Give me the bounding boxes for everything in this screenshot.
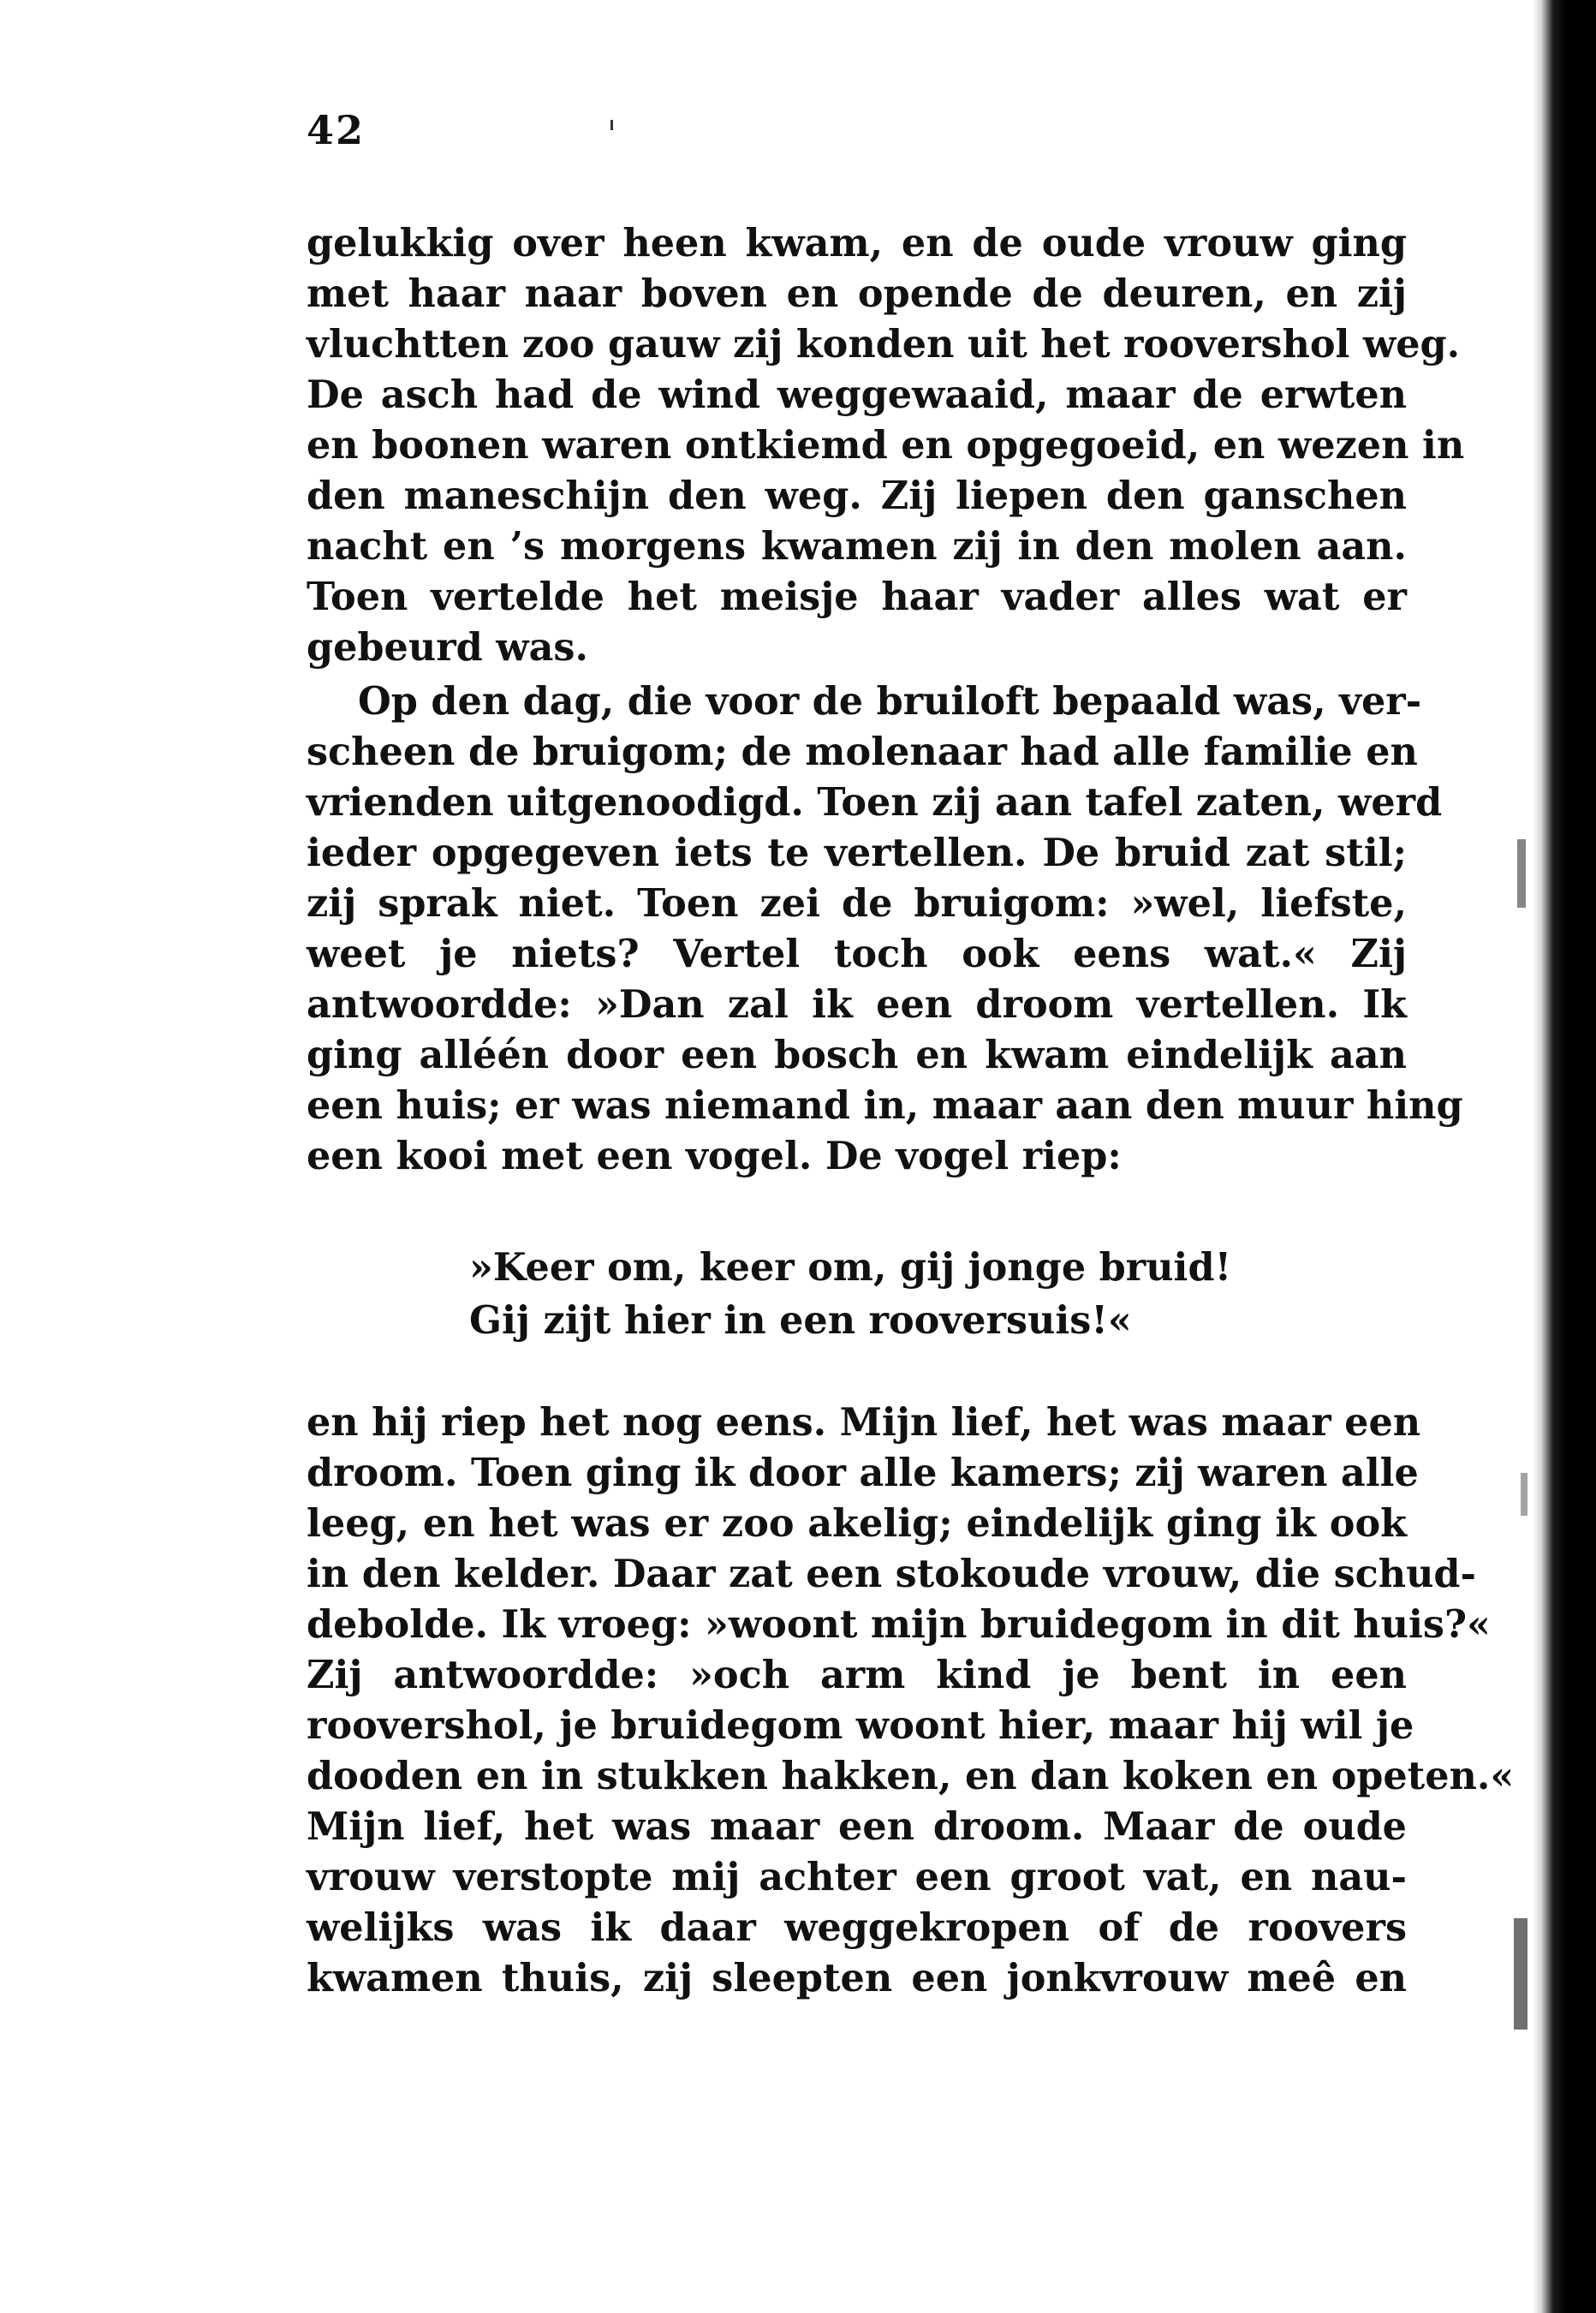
text-line: een huis; er was niemand in, maar aan den muur hing: [307, 1083, 1463, 1128]
paragraph-2: [307, 677, 1463, 1182]
text-line: gelukkig over heen kwam, en de oude vrouw ging: [307, 221, 1407, 265]
text-line: ieder opgegeven iets te vertellen. De bruid zat stil;: [307, 831, 1407, 875]
text-line: Toen vertelde het meisje haar vader alles wat er: [307, 575, 1407, 619]
text-line: ging alléén door een bosch en kwam eindelijk aan: [307, 1033, 1407, 1077]
text-line: en hij riep het nog eens. Mijn lief, het was maar een: [307, 1400, 1421, 1445]
scan-artifact: [610, 120, 613, 130]
text-line: en boonen waren ontkiemd en opgegoeid, en wezen in: [307, 423, 1465, 468]
text-line: vrouw verstopte mij achter een groot vat, en nau-: [307, 1855, 1407, 1899]
text-line: gebeurd was.: [307, 625, 588, 670]
text-line: antwoordde: »Dan zal ik een droom vertellen. Ik: [307, 982, 1407, 1027]
text-line: een kooi met een vogel. De vogel riep:: [307, 1134, 1122, 1178]
text-line: kwamen thuis, zij sleepten een jonkvrouw meê en: [307, 1956, 1407, 2000]
text-line: zij sprak niet. Toen zei de bruigom: »wel, liefste,: [307, 881, 1407, 926]
verse-line: Gij zijt hier in een rooversuis!«: [469, 1298, 1132, 1343]
verse: [469, 1241, 1231, 1347]
text-line: welijks was ik daar weggekropen of de roovers: [307, 1905, 1407, 1950]
text-line: scheen de bruigom; de molenaar had alle familie en: [307, 730, 1418, 774]
scan-artifact: [1521, 1473, 1528, 1516]
page-number: 42: [307, 107, 366, 153]
paragraph-1: [307, 218, 1465, 673]
text-line: weet je niets? Vertel toch ook eens wat.« Zij: [307, 932, 1407, 976]
text-line: vluchtten zoo gauw zij konden uit het roovershol weg.: [307, 322, 1461, 367]
text-line: met haar naar boven en opende de deuren, en zij: [307, 271, 1407, 316]
text-line: den maneschijn den weg. Zij liepen den ganschen: [307, 474, 1407, 518]
paragraph-3: [307, 1398, 1515, 2004]
text-line: roovershol, je bruidegom woont hier, maar hij wil je: [307, 1703, 1414, 1748]
binding-shadow: [1533, 0, 1596, 2313]
text-line: Mijn lief, het was maar een droom. Maar de oude: [307, 1804, 1407, 1849]
text-line: leeg, en het was er zoo akelig; eindelijk ging ik ook: [307, 1501, 1407, 1546]
text-line: debolde. Ik vroeg: »woont mijn bruidegom in dit huis?«: [307, 1602, 1491, 1647]
text-line: De asch had de wind weggewaaid, maar de erwten: [307, 373, 1407, 417]
text-line: Zij antwoordde: »och arm kind je bent in een: [307, 1653, 1407, 1697]
text-line: vrienden uitgenoodigd. Toen zij aan tafel zaten, werd: [307, 780, 1443, 825]
text-line: Op den dag, die voor de bruiloft bepaald was, ver-: [358, 679, 1422, 724]
text-line: dooden en in stukken hakken, en dan koken en opeten.«: [307, 1754, 1515, 1798]
verse-line: »Keer om, keer om, gij jonge bruid!: [469, 1245, 1232, 1290]
text-line: nacht en ’s morgens kwamen zij in den molen aan.: [307, 524, 1407, 569]
text-line: droom. Toen ging ik door alle kamers; zij waren alle: [307, 1451, 1419, 1495]
scan-artifact: [1514, 1918, 1528, 2030]
scan-artifact: [1517, 839, 1526, 908]
text-line: in den kelder. Daar zat een stokoude vrouw, die schud-: [307, 1552, 1477, 1596]
